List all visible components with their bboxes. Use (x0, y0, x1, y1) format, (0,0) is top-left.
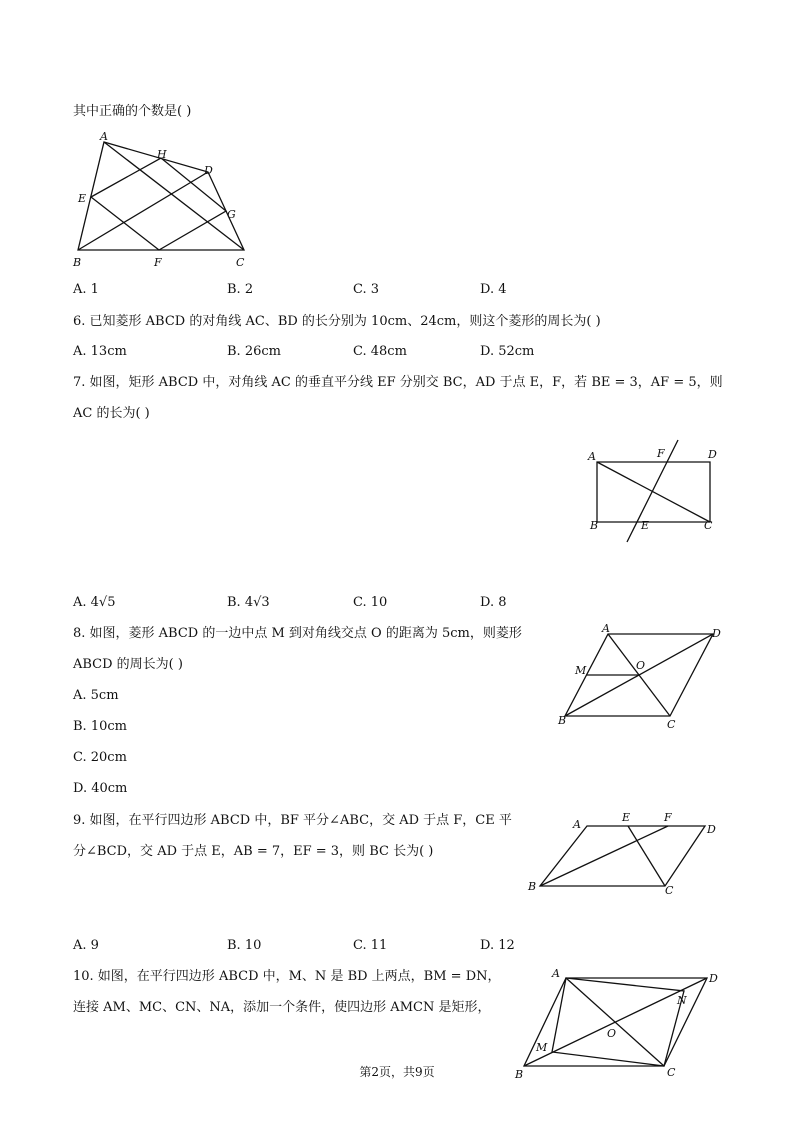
q5-label-C: C (236, 256, 245, 269)
q10-quad-AMCN (552, 978, 684, 1066)
q7-option-b[interactable]: B. 4√3 (227, 595, 270, 610)
q6-option-c[interactable]: C. 48cm (353, 344, 407, 359)
q8-label-B: B (558, 714, 567, 727)
q10-label-B: B (515, 1068, 524, 1081)
q8-figure (555, 622, 730, 732)
q5-label-A: A (100, 130, 108, 143)
q8-label-O: O (636, 659, 646, 672)
q9-label-C: C (665, 884, 674, 897)
q5-label-H: H (157, 148, 167, 161)
q8-label-D: D (712, 627, 721, 640)
q10-diag-AC (566, 978, 664, 1066)
q7-figure (585, 440, 725, 550)
q9-option-c[interactable]: C. 11 (353, 938, 388, 953)
q5-label-E: E (78, 192, 87, 205)
q9-label-D: D (707, 823, 716, 836)
q6-option-d[interactable]: D. 52cm (480, 344, 535, 359)
q9-parallelogram-ABCD (540, 826, 705, 886)
q10-label-N: N (677, 994, 687, 1007)
q5-label-G: G (227, 208, 236, 221)
q9-option-b[interactable]: B. 10 (227, 938, 262, 953)
q9-label-A: A (573, 818, 581, 831)
page-footer: 第2页，共9页 (359, 1065, 435, 1079)
q6-option-b[interactable]: B. 26cm (227, 344, 281, 359)
q5-option-c[interactable]: C. 3 (353, 282, 380, 297)
q5-option-a[interactable]: A. 1 (73, 282, 99, 297)
q10-label-O: O (607, 1027, 617, 1040)
q10-stem-line2: 连接 AM、MC、CN、NA，添加一个条件，使四边形 AMCN 是矩形， (73, 1000, 491, 1015)
q10-label-C: C (667, 1066, 676, 1079)
q10-label-D: D (709, 972, 718, 985)
q7-label-E: E (641, 519, 650, 532)
q5-stem-tail: 其中正确的个数是( ) (73, 104, 192, 119)
q8-label-M: M (575, 664, 587, 677)
q5-label-F: F (154, 256, 162, 269)
q9-option-a[interactable]: A. 9 (73, 938, 99, 953)
q9-label-E: E (622, 811, 631, 824)
q9-stem-line1: 9. 如图，在平行四边形 ABCD 中，BF 平分∠ABC，交 AD 于点 F，CE 平 (73, 813, 512, 828)
q8-label-C: C (667, 718, 676, 731)
q5-figure (68, 130, 268, 270)
q7-diag-AC (597, 462, 710, 522)
q5-label-D: D (204, 164, 213, 177)
q8-stem-line2: ABCD 的周长为( ) (73, 657, 183, 672)
q9-bisector-BF (540, 826, 668, 886)
q8-option-c[interactable]: C. 20cm (73, 750, 127, 765)
q7-stem-line1: 7. 如图，矩形 ABCD 中，对角线 AC 的垂直平分线 EF 分别交 BC，AD 于点 E，F，若 BE = 3，AF = 5，则 (73, 375, 723, 390)
q9-figure (525, 808, 725, 898)
q8-stem-line1: 8. 如图，菱形 ABCD 的一边中点 M 到对角线交点 O 的距离为 5cm，则菱形 (73, 626, 522, 641)
q7-option-c[interactable]: C. 10 (353, 595, 388, 610)
q10-label-A: A (552, 967, 560, 980)
q9-stem-line2: 分∠BCD，交 AD 于点 E，AB = 7，EF = 3，则 BC 长为( ) (73, 844, 434, 859)
q7-option-d[interactable]: D. 8 (480, 595, 507, 610)
q7-label-D: D (708, 448, 717, 461)
q7-stem-line2: AC 的长为( ) (73, 406, 150, 421)
q5-diag-AC (104, 142, 244, 250)
q7-label-C: C (704, 519, 713, 532)
q10-stem-line1: 10. 如图，在平行四边形 ABCD 中，M、N 是 BD 上两点，BM = DN， (73, 969, 501, 984)
q6-stem: 6. 已知菱形 ABCD 的对角线 AC、BD 的长分别为 10cm、24cm，则这个菱形的周长为( ) (73, 314, 601, 329)
q9-label-B: B (528, 880, 537, 893)
q7-label-F: F (657, 447, 665, 460)
q10-label-M: M (536, 1041, 548, 1054)
q7-label-A: A (588, 450, 596, 463)
q7-label-B: B (590, 519, 599, 532)
q8-option-b[interactable]: B. 10cm (73, 719, 127, 734)
q5-option-d[interactable]: D. 4 (480, 282, 507, 297)
q6-option-a[interactable]: A. 13cm (73, 344, 127, 359)
q7-line-EF (627, 440, 678, 542)
q5-option-b[interactable]: B. 2 (227, 282, 254, 297)
q7-option-a[interactable]: A. 4√5 (73, 595, 116, 610)
q9-bisector-CE (628, 826, 665, 886)
q8-label-A: A (602, 622, 610, 635)
q9-label-F: F (664, 811, 672, 824)
q9-option-d[interactable]: D. 12 (480, 938, 515, 953)
q5-label-B: B (73, 256, 82, 269)
q8-option-a[interactable]: A. 5cm (73, 688, 119, 703)
q8-option-d[interactable]: D. 40cm (73, 781, 128, 796)
